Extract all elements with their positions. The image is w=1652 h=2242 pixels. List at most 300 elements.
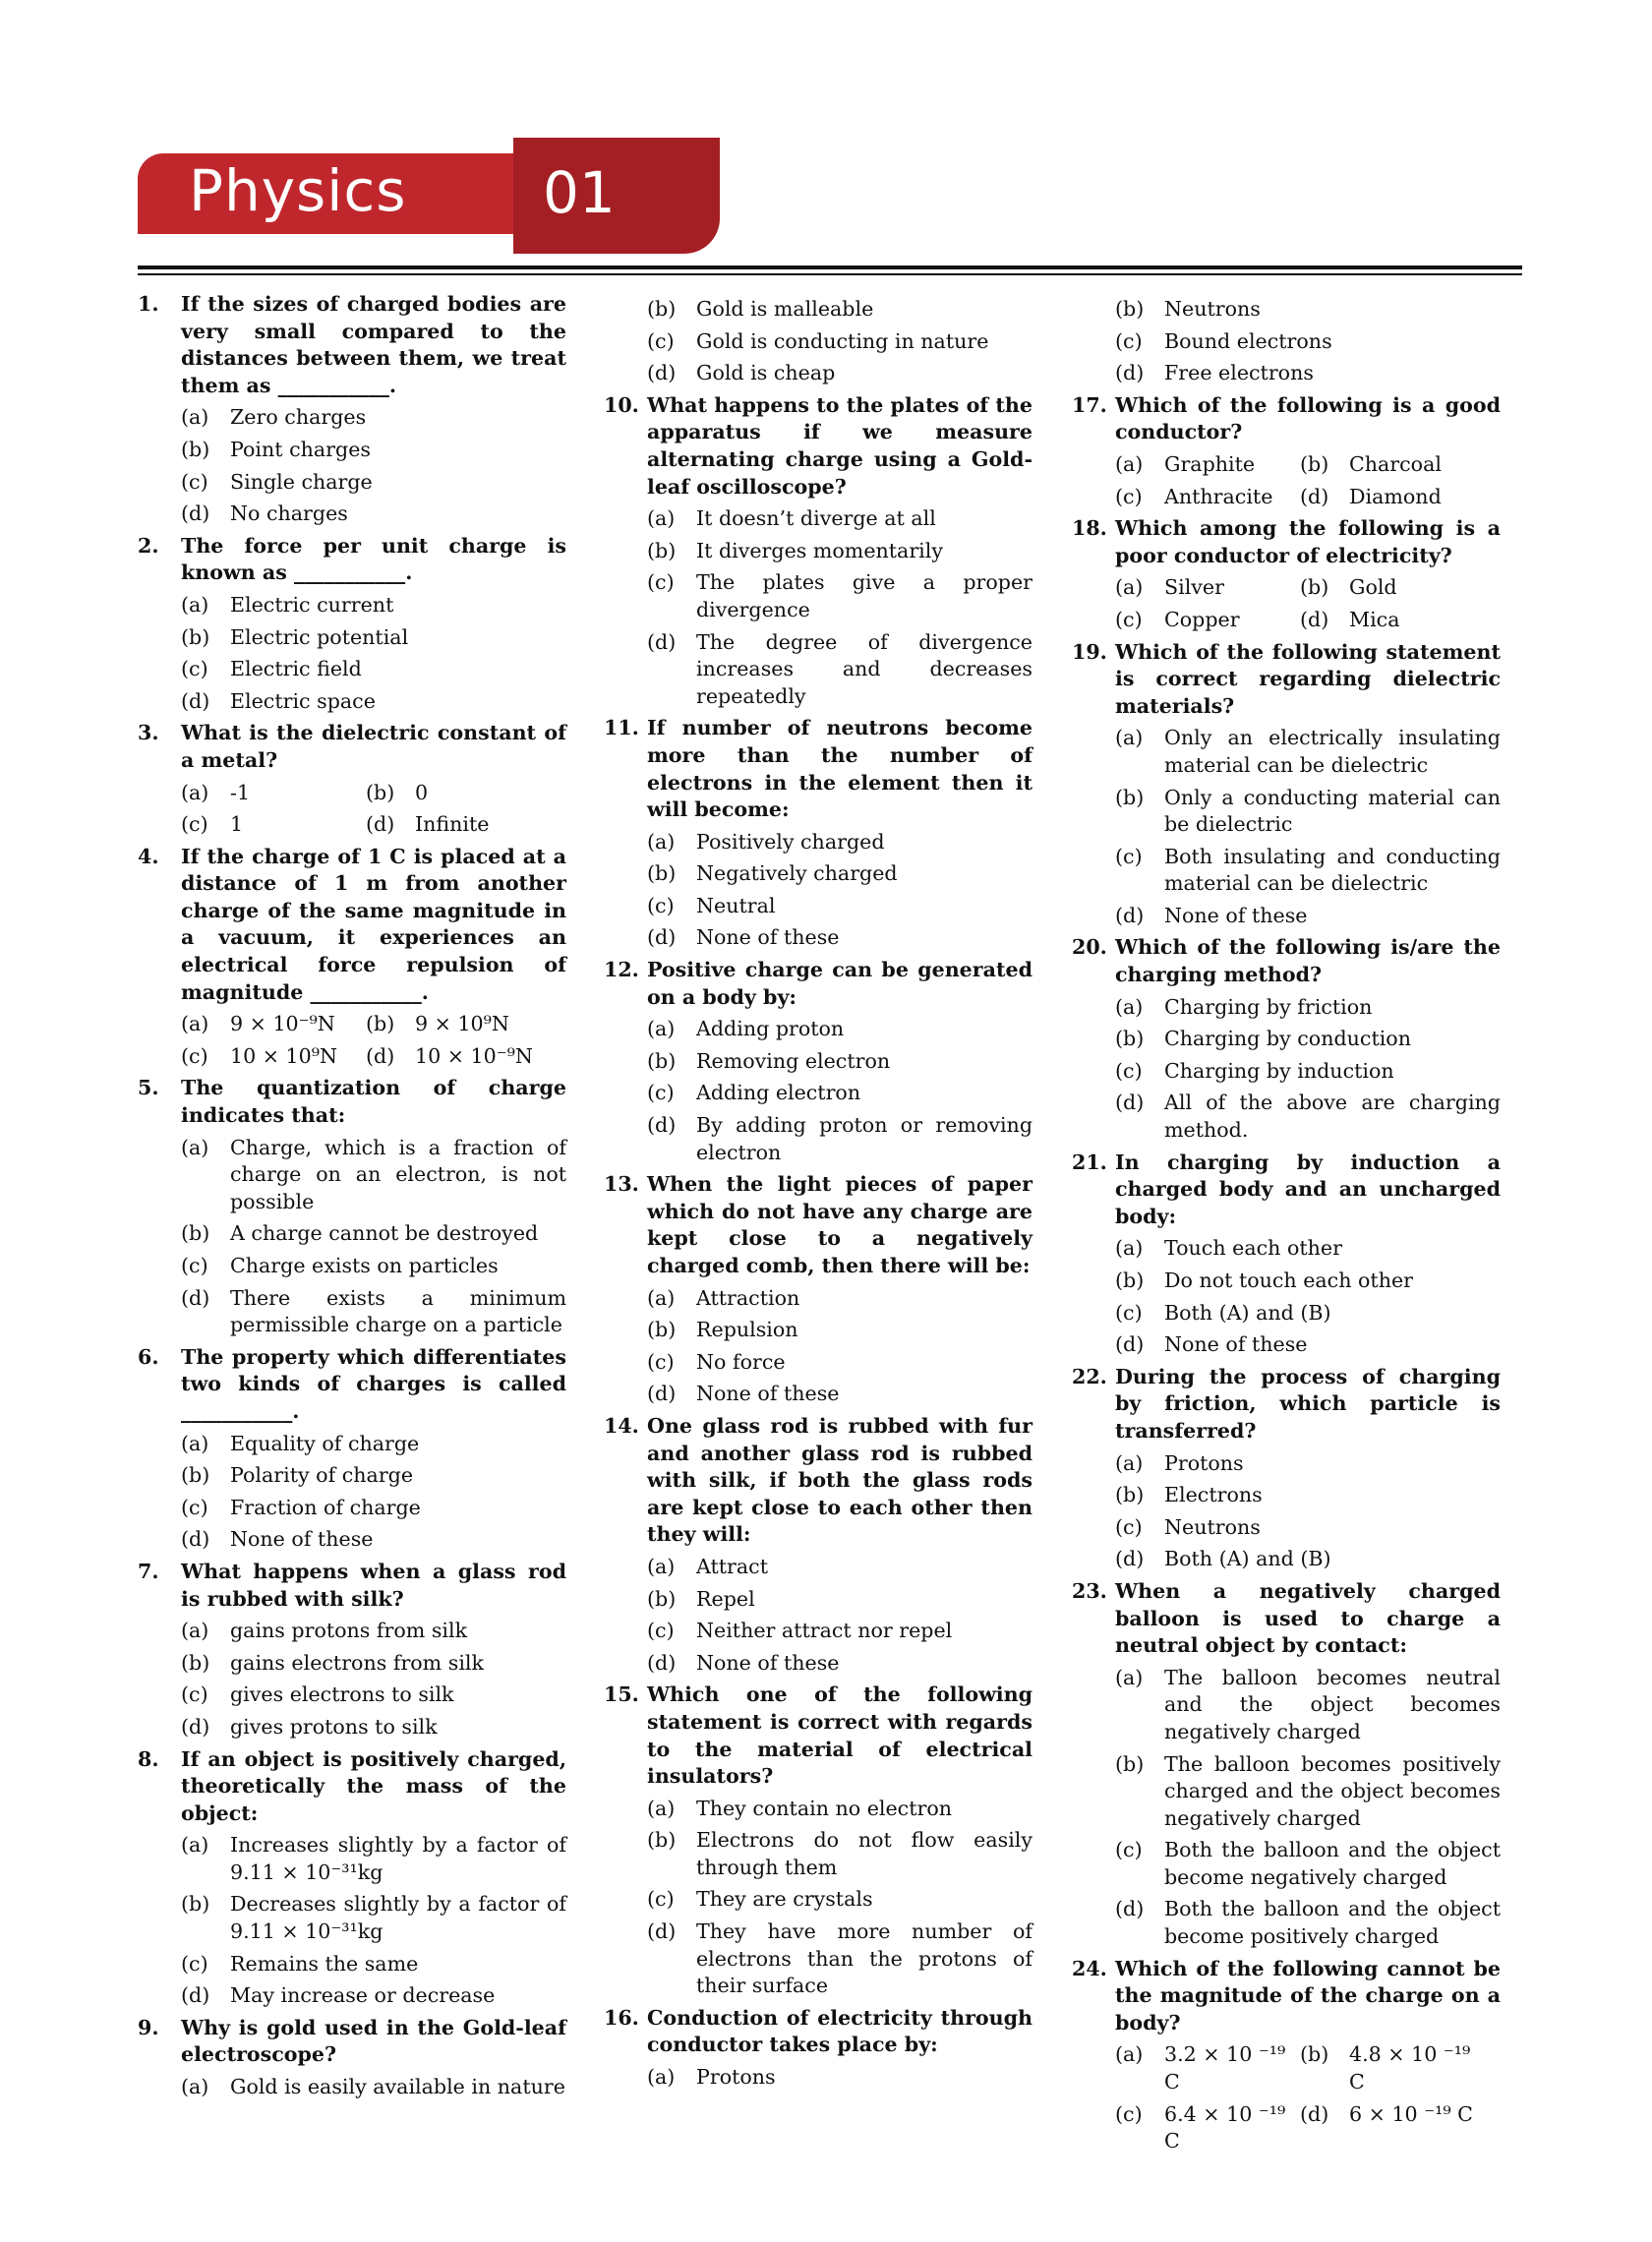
question-item bbox=[138, 2015, 566, 2101]
option-letter: (a) bbox=[1115, 451, 1144, 476]
option-text: Protons bbox=[1164, 1450, 1244, 1475]
answer-option bbox=[647, 893, 1032, 920]
option-letter: (d) bbox=[1115, 1332, 1145, 1357]
option-text: Zero charges bbox=[230, 405, 367, 430]
option-letter: (b) bbox=[647, 1318, 677, 1342]
option-text: May increase or decrease bbox=[230, 1983, 496, 2008]
question-column-3 bbox=[1072, 291, 1501, 2160]
question-item bbox=[138, 1559, 566, 1741]
option-letter: (c) bbox=[1115, 484, 1143, 508]
answer-option bbox=[181, 404, 566, 432]
answer-option bbox=[647, 1381, 1032, 1408]
option-text: Negatively charged bbox=[696, 861, 898, 886]
option-text: They contain no electron bbox=[696, 1796, 952, 1820]
question-text: When a negatively charged balloon is used to charge a neutral object by contact: bbox=[1115, 1578, 1501, 1658]
answer-option bbox=[1115, 607, 1300, 634]
chapter-tab bbox=[513, 138, 720, 254]
answer-option-row bbox=[1115, 2041, 1501, 2095]
header-rule-thin bbox=[138, 273, 1522, 275]
answer-option bbox=[1115, 2101, 1300, 2155]
answer-option bbox=[181, 1011, 366, 1038]
option-letter: (d) bbox=[181, 1714, 210, 1739]
option-text: None of these bbox=[696, 1382, 840, 1406]
option-text: 6.4 × 10 ⁻¹⁹ C bbox=[1164, 2101, 1286, 2154]
answer-option bbox=[647, 1886, 1032, 1914]
answer-option bbox=[647, 629, 1032, 711]
option-letter: (b) bbox=[1300, 575, 1329, 600]
answer-option bbox=[181, 1431, 566, 1458]
answer-option bbox=[181, 780, 366, 807]
option-letter: (a) bbox=[647, 2065, 676, 2090]
option-text: 10 × 10⁻⁹N bbox=[415, 1043, 533, 1068]
answer-option bbox=[181, 1951, 566, 1978]
option-text: 9 × 10⁹N bbox=[415, 1012, 509, 1036]
option-text: Charging by induction bbox=[1164, 1058, 1394, 1083]
option-text: Gold is easily available in nature bbox=[230, 2075, 565, 2099]
answer-option bbox=[1300, 2101, 1485, 2155]
option-text: Electric space bbox=[230, 688, 376, 713]
option-letter: (b) bbox=[647, 1586, 677, 1611]
question-text: What is the dielectric constant of a metal? bbox=[181, 721, 566, 772]
question-text: Why is gold used in the Gold-leaf electroscope? bbox=[181, 2015, 566, 2067]
option-letter: (a) bbox=[181, 780, 209, 804]
answer-option bbox=[181, 1682, 566, 1709]
answer-option bbox=[1115, 1837, 1501, 1891]
answer-option bbox=[181, 688, 566, 716]
option-text: All of the above are charging method. bbox=[1164, 1091, 1501, 1143]
answer-option bbox=[181, 811, 366, 839]
option-letter: (d) bbox=[1115, 1897, 1145, 1921]
option-text: Electric current bbox=[230, 592, 394, 617]
option-text: gives protons to silk bbox=[230, 1714, 438, 1739]
answer-option bbox=[181, 1832, 566, 1886]
question-number: 4. bbox=[138, 844, 159, 868]
option-text: It doesn’t diverge at all bbox=[696, 506, 936, 531]
option-letter: (a) bbox=[181, 592, 209, 617]
answer-option bbox=[1115, 1026, 1501, 1053]
option-letter: (d) bbox=[1115, 1547, 1145, 1571]
question-number: 9. bbox=[138, 2015, 159, 2039]
option-text: None of these bbox=[1164, 903, 1308, 927]
answer-option bbox=[647, 360, 1032, 387]
option-letter: (b) bbox=[1115, 297, 1145, 321]
option-text: 3.2 × 10 ⁻¹⁹ C bbox=[1164, 2042, 1286, 2094]
option-text: gives electrons to silk bbox=[230, 1682, 454, 1707]
option-letter: (d) bbox=[647, 361, 677, 385]
answer-option-row bbox=[1115, 607, 1501, 634]
option-text: Both insulating and conducting material can be dielectric bbox=[1164, 844, 1501, 896]
option-text: Graphite bbox=[1164, 451, 1256, 476]
option-text: Removing electron bbox=[696, 1048, 891, 1073]
option-text: Free electrons bbox=[1164, 361, 1314, 385]
question-text: The property which differentiates two kinds of charges is called ___________. bbox=[181, 1344, 566, 1423]
answer-option bbox=[181, 656, 566, 683]
option-letter: (a) bbox=[181, 1012, 209, 1036]
option-text: There exists a minimum permissible charge on a particle bbox=[230, 1285, 566, 1337]
option-letter: (a) bbox=[181, 1619, 209, 1643]
option-text: 0 bbox=[415, 780, 429, 804]
option-letter: (b) bbox=[1115, 1751, 1145, 1776]
answer-option bbox=[647, 1080, 1032, 1107]
question-number: 18. bbox=[1072, 516, 1107, 541]
answer-option bbox=[1115, 484, 1300, 511]
question-item bbox=[138, 1746, 566, 2010]
option-letter: (b) bbox=[647, 538, 677, 562]
answer-option bbox=[1115, 1751, 1501, 1833]
option-text: No charges bbox=[230, 502, 348, 526]
option-text: Adding proton bbox=[696, 1017, 845, 1041]
answer-option bbox=[1115, 844, 1501, 898]
answer-option bbox=[647, 860, 1032, 888]
question-text: The quantization of charge indicates that: bbox=[181, 1076, 566, 1128]
option-letter: (a) bbox=[1115, 994, 1144, 1019]
question-text: Which of the following statement is correct regarding dielectric materials? bbox=[1115, 639, 1501, 718]
answer-option bbox=[1115, 296, 1501, 324]
answer-option bbox=[647, 1554, 1032, 1581]
question-item bbox=[1072, 639, 1501, 930]
answer-option bbox=[647, 1349, 1032, 1377]
question-text: Which one of the following statement is correct with regards to the material of electrical insulators? bbox=[647, 1682, 1032, 1789]
option-text: Fraction of charge bbox=[230, 1495, 421, 1519]
question-item bbox=[1072, 296, 1501, 387]
option-text: The degree of divergence increases and decreases repeatedly bbox=[696, 629, 1032, 708]
option-text: Both the balloon and the object become positively charged bbox=[1164, 1897, 1501, 1949]
answer-option bbox=[181, 1650, 566, 1678]
question-item bbox=[1072, 392, 1501, 510]
option-letter: (d) bbox=[181, 1983, 210, 2008]
answer-option bbox=[1300, 607, 1485, 634]
question-number: 3. bbox=[138, 721, 159, 745]
question-item bbox=[604, 296, 1032, 387]
option-text: Adding electron bbox=[696, 1081, 861, 1105]
option-letter: (a) bbox=[1115, 2042, 1144, 2067]
answer-option bbox=[1115, 1546, 1501, 1573]
question-number: 16. bbox=[604, 2005, 639, 2030]
option-text: Repel bbox=[696, 1586, 755, 1611]
answer-option bbox=[647, 1827, 1032, 1881]
option-text: Electrons do not flow easily through them bbox=[696, 1828, 1032, 1879]
option-letter: (b) bbox=[366, 780, 395, 804]
answer-option bbox=[181, 1891, 566, 1945]
answer-option bbox=[647, 1586, 1032, 1614]
answer-option bbox=[1115, 1058, 1501, 1086]
option-letter: (c) bbox=[1115, 1838, 1143, 1862]
chapter-banner bbox=[138, 138, 718, 254]
option-text: Remains the same bbox=[230, 1951, 419, 1976]
answer-option-row bbox=[181, 1011, 566, 1038]
option-text: None of these bbox=[230, 1527, 374, 1552]
option-text: Charging by friction bbox=[1164, 994, 1373, 1019]
option-letter: (c) bbox=[647, 1887, 675, 1912]
option-letter: (d) bbox=[1115, 903, 1145, 927]
option-letter: (d) bbox=[647, 1650, 677, 1675]
option-letter: (d) bbox=[1115, 361, 1145, 385]
question-number: 20. bbox=[1072, 935, 1107, 960]
question-number: 23. bbox=[1072, 1578, 1107, 1603]
answer-option bbox=[1115, 1331, 1501, 1359]
answer-option bbox=[647, 296, 1032, 324]
answer-option bbox=[181, 1495, 566, 1522]
question-number: 22. bbox=[1072, 1364, 1107, 1388]
option-letter: (a) bbox=[647, 1285, 676, 1310]
option-letter: (b) bbox=[1115, 1027, 1145, 1051]
option-letter: (b) bbox=[647, 297, 677, 321]
question-number: 5. bbox=[138, 1076, 159, 1100]
option-text: Charging by conduction bbox=[1164, 1027, 1411, 1051]
option-letter: (b) bbox=[181, 1650, 210, 1675]
answer-option bbox=[1115, 903, 1501, 930]
option-text: Gold is conducting in nature bbox=[696, 328, 989, 353]
answer-option bbox=[647, 569, 1032, 623]
answer-option bbox=[1115, 1090, 1501, 1144]
option-text: 4.8 × 10 ⁻¹⁹ C bbox=[1349, 2042, 1471, 2094]
option-text: By adding proton or removing electron bbox=[696, 1113, 1032, 1164]
option-letter: (c) bbox=[181, 657, 208, 681]
option-letter: (d) bbox=[647, 1113, 677, 1138]
option-letter: (d) bbox=[366, 812, 395, 837]
option-letter: (a) bbox=[647, 1796, 676, 1820]
option-letter: (c) bbox=[181, 1043, 208, 1068]
option-letter: (d) bbox=[181, 502, 210, 526]
answer-option bbox=[1115, 1482, 1501, 1509]
option-letter: (d) bbox=[647, 925, 677, 950]
subject-tab bbox=[138, 153, 531, 234]
answer-option bbox=[366, 811, 551, 839]
option-text: Only a conducting material can be dielectric bbox=[1164, 785, 1501, 837]
question-text: One glass rod is rubbed with fur and another glass rod is rubbed with silk, if both the glass rods are kept close to each other then they will: bbox=[647, 1413, 1032, 1547]
option-text: -1 bbox=[230, 780, 251, 804]
answer-option bbox=[181, 1220, 566, 1248]
option-letter: (a) bbox=[181, 1135, 209, 1159]
question-number: 14. bbox=[604, 1413, 639, 1438]
option-text: Both (A) and (B) bbox=[1164, 1300, 1331, 1325]
option-text: Electric potential bbox=[230, 624, 409, 649]
question-number: 11. bbox=[604, 716, 639, 740]
option-letter: (b) bbox=[366, 1012, 395, 1036]
option-letter: (c) bbox=[647, 570, 675, 595]
question-number: 2. bbox=[138, 533, 159, 558]
option-text: Gold bbox=[1349, 575, 1397, 600]
question-text: Conduction of electricity through conductor takes place by: bbox=[647, 2005, 1032, 2057]
question-text: Which of the following is a good conductor? bbox=[1115, 392, 1501, 444]
option-letter: (b) bbox=[1115, 1268, 1145, 1292]
question-item bbox=[1072, 934, 1501, 1144]
option-text: Polarity of charge bbox=[230, 1463, 414, 1488]
option-text: Gold is malleable bbox=[696, 297, 874, 321]
option-letter: (a) bbox=[647, 1017, 676, 1041]
answer-option bbox=[647, 2064, 1032, 2092]
option-letter: (d) bbox=[647, 1919, 677, 1944]
option-text: Increases slightly by a factor of 9.11 × 10⁻³¹kg bbox=[230, 1833, 566, 1884]
answer-option bbox=[1115, 360, 1501, 387]
answer-option bbox=[181, 1285, 566, 1339]
option-text: Charge, which is a fraction of charge on an electron, is not possible bbox=[230, 1135, 566, 1213]
answer-option bbox=[647, 924, 1032, 952]
answer-option bbox=[647, 1112, 1032, 1166]
question-item bbox=[604, 1413, 1032, 1677]
option-text: None of these bbox=[1164, 1332, 1308, 1357]
option-letter: (c) bbox=[647, 1349, 675, 1374]
question-item bbox=[138, 1344, 566, 1554]
answer-option bbox=[181, 1253, 566, 1280]
option-letter: (a) bbox=[1115, 575, 1144, 600]
answer-option bbox=[181, 2074, 566, 2101]
question-text: Which of the following is/are the charging method? bbox=[1115, 935, 1501, 987]
option-text: The balloon becomes neutral and the object becomes negatively charged bbox=[1164, 1665, 1501, 1743]
question-item bbox=[138, 533, 566, 716]
option-letter: (c) bbox=[647, 1619, 675, 1643]
option-text: Attraction bbox=[696, 1285, 800, 1310]
option-letter: (b) bbox=[647, 1048, 677, 1073]
question-number: 17. bbox=[1072, 392, 1107, 417]
option-letter: (b) bbox=[181, 624, 210, 649]
question-number: 13. bbox=[604, 1172, 639, 1197]
question-number: 7. bbox=[138, 1559, 159, 1583]
option-letter: (d) bbox=[647, 1382, 677, 1406]
question-text: What happens to the plates of the apparatus if we measure alternating charge using a Gold-leaf oscilloscope? bbox=[647, 392, 1032, 499]
option-text: Neutrons bbox=[1164, 297, 1261, 321]
answer-option-row bbox=[1115, 574, 1501, 602]
answer-option bbox=[1115, 1514, 1501, 1542]
option-letter: (b) bbox=[1115, 1483, 1145, 1507]
option-letter: (d) bbox=[181, 1285, 210, 1310]
question-number: 19. bbox=[1072, 639, 1107, 664]
question-item bbox=[138, 720, 566, 838]
answer-option bbox=[1115, 785, 1501, 839]
option-text: Both the balloon and the object become negatively charged bbox=[1164, 1838, 1501, 1889]
option-text: Repulsion bbox=[696, 1318, 798, 1342]
option-letter: (c) bbox=[181, 812, 208, 837]
question-item bbox=[604, 2005, 1032, 2092]
question-item bbox=[1072, 1578, 1501, 1951]
question-item bbox=[138, 1075, 566, 1338]
option-text: A charge cannot be destroyed bbox=[230, 1221, 539, 1246]
question-item bbox=[604, 1682, 1032, 2000]
option-text: The plates give a proper divergence bbox=[696, 570, 1032, 621]
question-text: Which among the following is a poor conductor of electricity? bbox=[1115, 516, 1501, 567]
option-text: 10 × 10⁹N bbox=[230, 1043, 338, 1068]
option-letter: (c) bbox=[1115, 1058, 1143, 1083]
option-text: 9 × 10⁻⁹N bbox=[230, 1012, 335, 1036]
option-text: None of these bbox=[696, 925, 840, 950]
option-text: It diverges momentarily bbox=[696, 538, 943, 562]
answer-option bbox=[1115, 725, 1501, 779]
question-item bbox=[138, 291, 566, 528]
answer-option bbox=[181, 624, 566, 652]
answer-option bbox=[1115, 1268, 1501, 1295]
answer-option bbox=[1115, 574, 1300, 602]
answer-option bbox=[1300, 574, 1485, 602]
option-letter: (c) bbox=[1115, 844, 1143, 868]
answer-option bbox=[1115, 1235, 1501, 1263]
option-text: Silver bbox=[1164, 575, 1224, 600]
option-letter: (c) bbox=[1115, 1514, 1143, 1539]
question-item bbox=[1072, 1956, 1501, 2155]
option-text: Protons bbox=[696, 2065, 776, 2090]
answer-option bbox=[181, 1462, 566, 1490]
option-text: Electrons bbox=[1164, 1483, 1263, 1507]
answer-option bbox=[647, 328, 1032, 356]
answer-option-row bbox=[181, 1043, 566, 1071]
question-item bbox=[1072, 1364, 1501, 1573]
option-letter: (a) bbox=[181, 1431, 209, 1455]
option-letter: (d) bbox=[1300, 607, 1329, 631]
option-text: They are crystals bbox=[696, 1887, 873, 1912]
question-text: Which of the following cannot be the magnitude of the charge on a body? bbox=[1115, 1956, 1501, 2035]
option-letter: (b) bbox=[1300, 451, 1329, 476]
option-letter: (b) bbox=[181, 1892, 210, 1917]
question-text: During the process of charging by friction, which particle is transferred? bbox=[1115, 1364, 1501, 1443]
option-text: Mica bbox=[1349, 607, 1400, 631]
option-text: Bound electrons bbox=[1164, 328, 1332, 353]
option-letter: (c) bbox=[181, 1951, 208, 1976]
option-text: Do not touch each other bbox=[1164, 1268, 1413, 1292]
answer-option bbox=[1300, 451, 1485, 479]
answer-option bbox=[1115, 451, 1300, 479]
answer-option bbox=[647, 1918, 1032, 2000]
answer-option bbox=[1115, 1665, 1501, 1746]
question-text: The force per unit charge is known as ___________. bbox=[181, 533, 566, 585]
question-number: 6. bbox=[138, 1344, 159, 1369]
option-letter: (b) bbox=[647, 861, 677, 886]
question-number: 12. bbox=[604, 958, 639, 982]
answer-option-row bbox=[181, 811, 566, 839]
option-letter: (b) bbox=[181, 1463, 210, 1488]
option-text: Electric field bbox=[230, 657, 362, 681]
option-text: Anthracite bbox=[1164, 484, 1273, 508]
option-text: Only an electrically insulating material can be dielectric bbox=[1164, 726, 1501, 777]
option-text: They have more number of electrons than the protons of their surface bbox=[696, 1919, 1032, 1998]
question-text: If an object is positively charged, theoretically the mass of the object: bbox=[181, 1746, 566, 1825]
answer-option bbox=[647, 505, 1032, 533]
question-text: What happens when a glass rod is rubbed with silk? bbox=[181, 1559, 566, 1611]
option-text: Equality of charge bbox=[230, 1431, 420, 1455]
option-text: Point charges bbox=[230, 437, 371, 461]
option-text: Diamond bbox=[1349, 484, 1442, 508]
answer-option bbox=[647, 1317, 1032, 1344]
question-number: 15. bbox=[604, 1682, 639, 1707]
question-number: 1. bbox=[138, 292, 159, 316]
option-text: Neutral bbox=[696, 893, 776, 917]
option-letter: (a) bbox=[647, 829, 676, 854]
answer-option bbox=[1115, 2041, 1300, 2095]
option-letter: (b) bbox=[181, 437, 210, 461]
option-text: Gold is cheap bbox=[696, 361, 836, 385]
option-text: Single charge bbox=[230, 469, 373, 494]
question-item bbox=[604, 715, 1032, 952]
question-text: Positive charge can be generated on a body by: bbox=[647, 958, 1032, 1009]
option-letter: (d) bbox=[647, 629, 677, 654]
option-letter: (a) bbox=[1115, 1450, 1144, 1475]
option-text: 1 bbox=[230, 812, 244, 837]
question-item bbox=[1072, 1150, 1501, 1359]
option-text: gains electrons from silk bbox=[230, 1650, 484, 1675]
answer-option bbox=[647, 1650, 1032, 1678]
answer-option bbox=[1115, 994, 1501, 1022]
answer-option bbox=[181, 1714, 566, 1741]
option-letter: (a) bbox=[181, 405, 209, 430]
option-text: Attract bbox=[696, 1554, 768, 1578]
answer-option bbox=[647, 1048, 1032, 1076]
answer-option bbox=[181, 1043, 366, 1071]
option-letter: (a) bbox=[1115, 1665, 1144, 1689]
header-rule-thick bbox=[138, 266, 1522, 269]
option-text: Copper bbox=[1164, 607, 1240, 631]
option-letter: (a) bbox=[647, 1554, 676, 1578]
answer-option bbox=[647, 1796, 1032, 1823]
question-item bbox=[604, 957, 1032, 1166]
option-text: Both (A) and (B) bbox=[1164, 1547, 1331, 1571]
